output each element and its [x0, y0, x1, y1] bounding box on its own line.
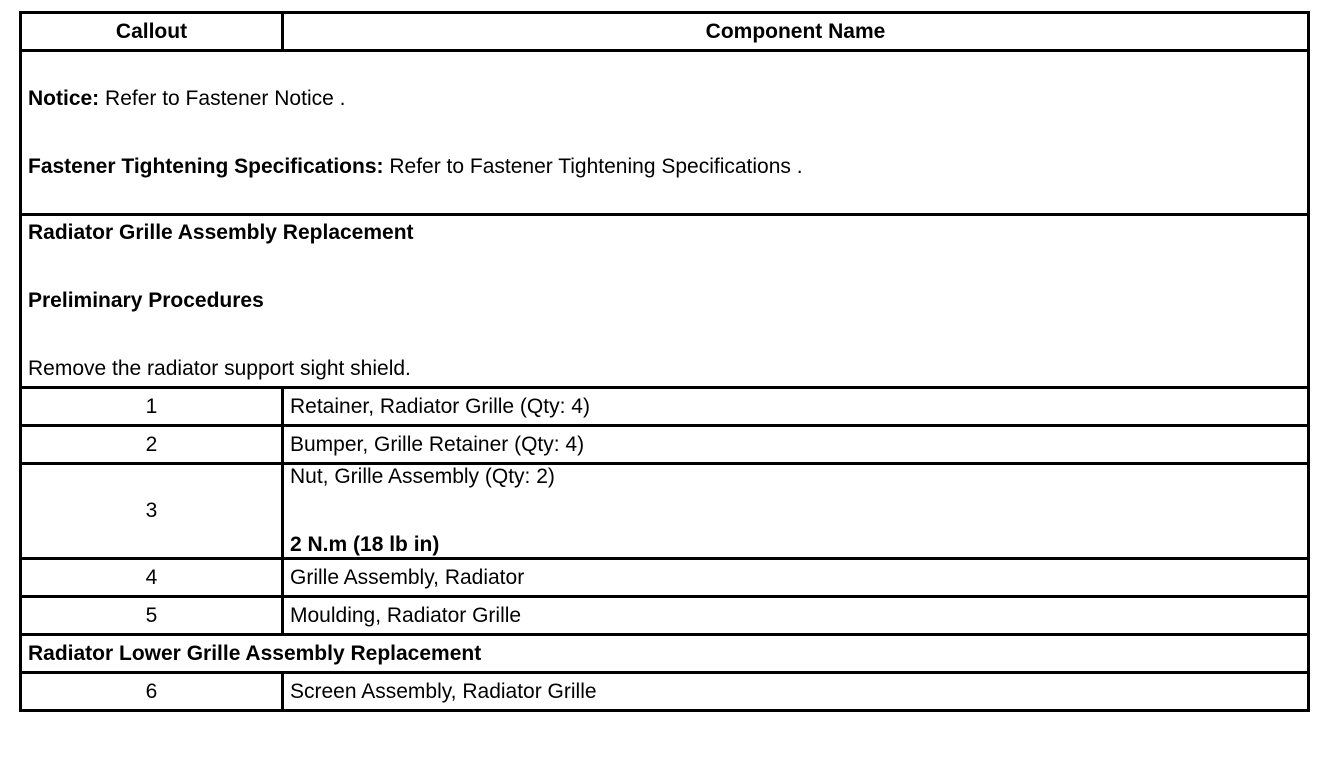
component-name-cell: Retainer, Radiator Grille (Qty: 4)	[283, 388, 1309, 426]
table-row	[21, 597, 1309, 635]
table-row	[21, 388, 1309, 426]
component-name-cell	[283, 464, 1309, 559]
callout-cell: 2	[21, 426, 283, 464]
section1-subtitle: Preliminary Procedures	[28, 289, 264, 312]
table-row	[21, 673, 1309, 711]
callout-cell: 5	[21, 597, 283, 635]
callout-cell: 1	[21, 388, 283, 426]
component-name-cell: Screen Assembly, Radiator Grille	[283, 673, 1309, 711]
component-name-cell: Grille Assembly, Radiator	[283, 559, 1309, 597]
fastener-spec-label: Fastener Tightening Specifications:	[28, 154, 384, 178]
table-header-row	[21, 13, 1309, 51]
table-row	[21, 464, 1309, 559]
callout-cell: 4	[21, 559, 283, 597]
notice-label: Notice:	[28, 86, 100, 110]
header-callout: Callout	[21, 13, 283, 51]
section1-cell	[21, 215, 1309, 388]
section1-title: Radiator Grille Assembly Replacement	[28, 221, 414, 244]
notice-line	[28, 87, 1301, 111]
section1-instruction: Remove the radiator support sight shield.	[28, 357, 411, 380]
fastener-spec-line	[28, 155, 1301, 179]
fastener-spec-text: Refer to Fastener Tightening Specifications .	[383, 154, 803, 178]
table-row	[21, 559, 1309, 597]
notice-row	[21, 51, 1309, 215]
table-row	[21, 426, 1309, 464]
notice-text: Refer to Fastener Notice .	[99, 86, 346, 110]
callout-cell: 3	[21, 464, 283, 559]
torque-spec: 2 N.m (18 lb in)	[290, 533, 440, 556]
component-name-cell: Moulding, Radiator Grille	[283, 597, 1309, 635]
component-name-cell: Bumper, Grille Retainer (Qty: 4)	[283, 426, 1309, 464]
notice-cell	[21, 51, 1309, 215]
component-name-text: Nut, Grille Assembly (Qty: 2)	[290, 465, 555, 488]
component-table	[19, 11, 1310, 712]
section2-title: Radiator Lower Grille Assembly Replacement	[21, 635, 1309, 673]
callout-cell: 6	[21, 673, 283, 711]
section-row	[21, 215, 1309, 388]
header-component-name: Component Name	[283, 13, 1309, 51]
section-row	[21, 635, 1309, 673]
